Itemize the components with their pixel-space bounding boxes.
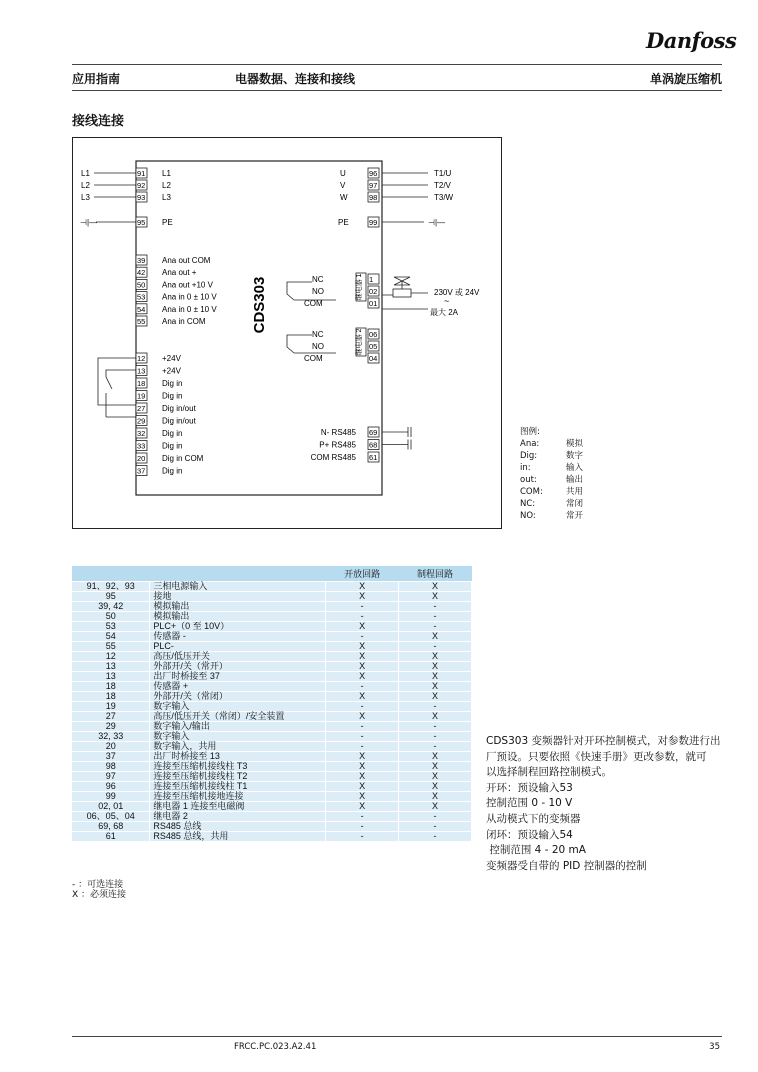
table-cell: - xyxy=(326,732,399,742)
relay-1-NO: NO xyxy=(312,287,324,296)
table-header-1 xyxy=(150,566,326,582)
right-line-98: T3/W xyxy=(434,193,454,202)
table-cell: 95 xyxy=(72,592,150,602)
side-line: CDS303 变频器针对开环控制模式，对参数进行出 xyxy=(486,735,721,747)
terminal-55-num: 55 xyxy=(137,317,146,326)
table-row xyxy=(72,632,472,642)
left-label-L1: L1 xyxy=(162,169,171,178)
table-cell: X xyxy=(326,792,399,802)
table-cell: X xyxy=(326,652,399,662)
footer-doc-code: FRCC.PC.023.A2.41 xyxy=(234,1042,317,1052)
table-cell: X xyxy=(399,802,472,812)
left-pe-label: PE xyxy=(162,218,173,227)
right-label-U: U xyxy=(340,169,346,178)
table-cell: 数字输入 xyxy=(150,732,326,742)
legend-item: NO: 常开 xyxy=(520,511,584,521)
table-cell: 外部开/关（常闭） xyxy=(150,692,326,702)
table-header-0 xyxy=(72,566,150,582)
terminal-32-num: 32 xyxy=(137,429,146,438)
terminal-61-num: 61 xyxy=(369,453,378,462)
terminal-42-num: 42 xyxy=(137,268,146,278)
table-cell: X xyxy=(326,712,399,722)
terminal-96-num: 96 xyxy=(369,169,378,178)
table-cell: X xyxy=(399,662,472,672)
table-cell: X xyxy=(326,782,399,792)
right-label-W: W xyxy=(340,193,348,202)
table-cell: 18 xyxy=(72,692,150,702)
analog-label-50: Ana out +10 V xyxy=(162,280,213,290)
relay-1-NC: NC xyxy=(312,275,324,284)
terminal-39-num: 39 xyxy=(137,256,146,265)
digital-label-18: Dig in xyxy=(162,379,183,388)
terminal-33-num: 33 xyxy=(137,441,146,451)
table-cell: 55 xyxy=(72,642,150,652)
table-row xyxy=(72,712,472,722)
table-cell: 97 xyxy=(72,772,150,782)
table-cell: X xyxy=(399,682,472,692)
table-cell: 12 xyxy=(72,652,150,662)
side-line: 以选择制程回路控制模式。 xyxy=(486,766,612,779)
table-row xyxy=(72,692,472,702)
table-cell: X xyxy=(399,692,472,702)
table-cell: 高压/低压开关 xyxy=(150,652,326,662)
table-cell: - xyxy=(399,822,472,832)
device-label: CDS303 xyxy=(251,276,268,334)
legend xyxy=(520,426,583,522)
table-cell: 02, 01 xyxy=(72,802,150,812)
digital-label-19: Dig in xyxy=(162,391,183,401)
side-line: 开环：预设输入53 xyxy=(486,781,573,794)
table-cell: 连接至压缩机接线柱 T3 xyxy=(150,762,326,772)
table-cell: 99 xyxy=(72,792,150,802)
table-cell: X xyxy=(326,582,399,592)
relay-2-COM: COM xyxy=(304,354,323,363)
header-center: 电器数据、连接和接线 xyxy=(235,72,356,86)
table-row xyxy=(72,602,472,612)
table-cell: 20 xyxy=(72,742,150,752)
table-row xyxy=(72,832,472,842)
right-pe-label: PE xyxy=(338,218,349,227)
side-line: 厂预设。只要依照《快速手册》更改参数，就可 xyxy=(486,750,707,763)
table-cell: 18 xyxy=(72,682,150,692)
table-cell: 连接至压缩机接线柱 T2 xyxy=(150,772,326,782)
terminal-69-num: 69 xyxy=(369,428,378,437)
relay-1-name: 继电器 1 xyxy=(356,273,363,301)
table-cell: X xyxy=(326,622,399,632)
table-cell: 61 xyxy=(72,832,150,842)
side-line: 变频器受自带的 PID 控制器的控制 xyxy=(486,859,647,872)
wiring-diagram xyxy=(72,137,502,529)
legend-item: in: 输入 xyxy=(520,463,584,473)
table-cell: 外部开/关（常开） xyxy=(150,662,326,672)
digital-switch xyxy=(98,358,136,417)
table-cell: 高压/低压开关（常闭）/安全装置 xyxy=(150,712,326,722)
terminal-92-num: 92 xyxy=(137,181,146,190)
digital-label-12: +24V xyxy=(162,354,181,363)
table-cell: 32, 33 xyxy=(72,732,150,742)
table-row xyxy=(72,672,472,682)
left-line-L1: L1 xyxy=(81,169,90,178)
digital-label-33: Dig in xyxy=(162,441,183,451)
terminal-50-num: 50 xyxy=(137,280,146,290)
table-cell: - xyxy=(326,632,399,642)
table-cell: X xyxy=(326,592,399,602)
table-row xyxy=(72,612,472,622)
table-row xyxy=(72,702,472,712)
table-cell: X xyxy=(399,792,472,802)
table-cell: 数字输入 xyxy=(150,702,326,712)
legend-item: NC: 常闭 xyxy=(520,499,584,509)
side-line: 从动模式下的变频器 xyxy=(486,812,581,825)
table-cell: - xyxy=(326,682,399,692)
connection-table xyxy=(72,566,472,842)
table-row xyxy=(72,792,472,802)
digital-label-29: Dig in/out xyxy=(162,416,196,426)
relay-1-COM: COM xyxy=(304,299,323,308)
right-label-V: V xyxy=(340,181,346,190)
note-optional: - ：可选连接 xyxy=(72,880,124,890)
terminal-93-num: 93 xyxy=(137,193,146,202)
relay-terminal-02-num: 02 xyxy=(369,287,378,296)
table-row xyxy=(72,802,472,812)
terminal-98-num: 98 xyxy=(369,193,378,202)
table-cell: X xyxy=(326,642,399,652)
valve-max-current: 最大 2A xyxy=(430,308,459,317)
right-line-96: T1/U xyxy=(434,169,452,178)
table-row xyxy=(72,582,472,592)
right-line-97: T2/V xyxy=(434,181,451,190)
table-row xyxy=(72,812,472,822)
table-cell: 连接至压缩机接地连接 xyxy=(150,792,326,802)
table-cell: X xyxy=(326,762,399,772)
table-cell: 三相电源输入 xyxy=(150,582,326,592)
table-cell: 91、92、93 xyxy=(72,582,150,592)
table-cell: - xyxy=(399,602,472,612)
table-cell: - xyxy=(399,732,472,742)
relay-2-NC: NC xyxy=(312,330,324,339)
terminal-19-num: 19 xyxy=(137,391,146,401)
table-cell: X xyxy=(399,672,472,682)
table-cell: 继电器 1 连接至电磁阀 xyxy=(150,802,326,812)
footer-page-number: 35 xyxy=(709,1042,720,1052)
table-cell: 39, 42 xyxy=(72,602,150,612)
terminal-53-num: 53 xyxy=(137,292,146,302)
table-cell: X xyxy=(326,662,399,672)
terminal-91-num: 91 xyxy=(137,169,146,178)
analog-label-55: Ana in COM xyxy=(162,317,206,326)
rs485-label-61: COM RS485 xyxy=(310,453,356,462)
table-cell: - xyxy=(326,742,399,752)
table-cell: X xyxy=(326,692,399,702)
table-cell: 模拟输出 xyxy=(150,612,326,622)
table-cell: 模拟输出 xyxy=(150,602,326,612)
relay-terminal-1-num: 1 xyxy=(369,275,374,284)
table-cell: 27 xyxy=(72,712,150,722)
table-row xyxy=(72,762,472,772)
table-cell: - xyxy=(326,832,399,842)
side-line: 控制范围 0 - 10 V xyxy=(486,797,573,810)
table-cell: 19 xyxy=(72,702,150,712)
table-cell: PLC+（0 至 10V） xyxy=(150,622,326,632)
legend-item: out: 输出 xyxy=(520,475,584,485)
table-cell: - xyxy=(326,602,399,612)
table-notes xyxy=(72,880,126,900)
table-cell: 98 xyxy=(72,762,150,772)
valve-voltage: 230V 或 24V xyxy=(434,288,480,297)
table-cell: X xyxy=(326,802,399,812)
section-title: 接线连接 xyxy=(72,114,125,129)
table-cell: 数字输入/输出 xyxy=(150,722,326,732)
terminal-97-num: 97 xyxy=(369,181,378,190)
terminal-54-num: 54 xyxy=(137,304,146,314)
relay-terminal-04-num: 04 xyxy=(369,354,378,363)
table-cell: 接地 xyxy=(150,592,326,602)
table-cell: 50 xyxy=(72,612,150,622)
table-cell: 出厂时桥接至 13 xyxy=(150,752,326,762)
table-cell: X xyxy=(399,772,472,782)
terminal-12-num: 12 xyxy=(137,354,146,363)
table-cell: - xyxy=(399,702,472,712)
table-cell: 69, 68 xyxy=(72,822,150,832)
table-cell: PLC- xyxy=(150,642,326,652)
table-cell: X xyxy=(399,582,472,592)
table-cell: X xyxy=(399,632,472,642)
danfoss-logo: Danfoss xyxy=(646,28,737,53)
table-cell: 13 xyxy=(72,672,150,682)
legend-item: COM: 共用 xyxy=(520,487,584,497)
table-cell: 传感器 + xyxy=(150,682,326,692)
table-cell: - xyxy=(399,832,472,842)
terminal-27-num: 27 xyxy=(137,404,146,413)
table-cell: - xyxy=(399,612,472,622)
table-cell: X xyxy=(399,592,472,602)
table-cell: - xyxy=(326,702,399,712)
digital-label-37: Dig in xyxy=(162,466,183,476)
analog-label-54: Ana in 0 ± 10 V xyxy=(162,304,217,314)
table-cell: 37 xyxy=(72,752,150,762)
table-row xyxy=(72,822,472,832)
table-cell: 29 xyxy=(72,722,150,732)
left-label-L3: L3 xyxy=(162,193,171,202)
analog-label-53: Ana in 0 ± 10 V xyxy=(162,292,217,302)
table-cell: X xyxy=(399,762,472,772)
relay-2-name: 继电器 2 xyxy=(356,328,363,356)
relay-terminal-01-num: 01 xyxy=(369,299,378,308)
digital-label-32: Dig in xyxy=(162,429,183,438)
table-cell: - xyxy=(326,822,399,832)
terminal-37-num: 37 xyxy=(137,466,146,476)
table-cell: - xyxy=(399,812,472,822)
terminal-13-num: 13 xyxy=(137,366,146,376)
table-cell: - xyxy=(326,612,399,622)
table-cell: 54 xyxy=(72,632,150,642)
left-line-L3: L3 xyxy=(81,193,90,202)
table-row xyxy=(72,642,472,652)
table-header-3: 制程回路 xyxy=(399,566,472,582)
terminal-95-num: 95 xyxy=(137,218,146,227)
analog-label-39: Ana out COM xyxy=(162,256,211,265)
table-row xyxy=(72,782,472,792)
left-line-L2: L2 xyxy=(81,181,90,190)
table-cell: RS485 总线 xyxy=(150,822,326,832)
legend-item: Dig: 数字 xyxy=(520,451,584,461)
table-cell: - xyxy=(399,742,472,752)
digital-label-13: +24V xyxy=(162,366,181,376)
left-ground-symbol: ⊣|— xyxy=(80,218,98,227)
table-row xyxy=(72,662,472,672)
terminal-18-num: 18 xyxy=(137,379,146,388)
left-label-L2: L2 xyxy=(162,181,171,190)
table-cell: 13 xyxy=(72,662,150,672)
digital-label-27: Dig in/out xyxy=(162,404,196,413)
table-cell: X xyxy=(326,772,399,782)
header-right: 单涡旋压缩机 xyxy=(649,72,722,86)
table-cell: - xyxy=(399,622,472,632)
table-row xyxy=(72,772,472,782)
solenoid-valve xyxy=(382,277,428,309)
header-left: 应用指南 xyxy=(72,72,121,86)
table-row xyxy=(72,742,472,752)
table-row xyxy=(72,722,472,732)
relay-terminal-05-num: 05 xyxy=(369,342,378,351)
legend-title: 图例: xyxy=(520,427,540,437)
rs485-label-68: P+ RS485 xyxy=(319,440,356,450)
table-cell: 96 xyxy=(72,782,150,792)
table-cell: 连接至压缩机接线柱 T1 xyxy=(150,782,326,792)
table-cell: - xyxy=(399,722,472,732)
header-top-rule xyxy=(72,64,722,65)
analog-label-42: Ana out + xyxy=(162,268,197,278)
relay-2-NO: NO xyxy=(312,342,324,351)
table-header-2: 开放回路 xyxy=(326,566,399,582)
table-row xyxy=(72,592,472,602)
terminal-68-num: 68 xyxy=(369,440,378,450)
terminal-29-num: 29 xyxy=(137,416,146,426)
footer-rule xyxy=(72,1036,722,1037)
rs485-label-69: N- RS485 xyxy=(320,428,356,437)
table-row xyxy=(72,652,472,662)
table-cell: 数字输入，共用 xyxy=(150,742,326,752)
table-row xyxy=(72,622,472,632)
valve-tilde: ~ xyxy=(444,296,450,306)
digital-label-20: Dig in COM xyxy=(162,454,204,463)
relay-terminal-06-num: 06 xyxy=(369,330,378,339)
table-cell: 53 xyxy=(72,622,150,632)
side-line: 控制范围 4 - 20 mA xyxy=(486,844,586,857)
side-line: 闭环：预设输入54 xyxy=(486,828,573,841)
table-cell: X xyxy=(399,752,472,762)
table-cell: 出厂时桥接至 37 xyxy=(150,672,326,682)
table-cell: X xyxy=(326,672,399,682)
header-bottom-rule xyxy=(72,90,722,91)
table-cell: X xyxy=(326,752,399,762)
table-cell: - xyxy=(326,722,399,732)
table-cell: X xyxy=(399,652,472,662)
table-cell: - xyxy=(326,812,399,822)
table-cell: - xyxy=(399,642,472,652)
table-cell: 06、05、04 xyxy=(72,812,150,822)
terminal-99-num: 99 xyxy=(369,218,378,227)
table-row xyxy=(72,732,472,742)
right-ground-symbol: ⊣|— xyxy=(428,218,446,227)
table-cell: X xyxy=(399,712,472,722)
table-cell: 继电器 2 xyxy=(150,812,326,822)
terminal-20-num: 20 xyxy=(137,454,146,463)
table-cell: X xyxy=(399,782,472,792)
table-row xyxy=(72,682,472,692)
table-cell: 传感器 - xyxy=(150,632,326,642)
table-row xyxy=(72,752,472,762)
note-required: X ：必须连接 xyxy=(72,890,127,900)
side-description xyxy=(486,734,731,874)
table-cell: RS485 总线，共用 xyxy=(150,832,326,842)
legend-item: Ana: 模拟 xyxy=(520,439,584,449)
